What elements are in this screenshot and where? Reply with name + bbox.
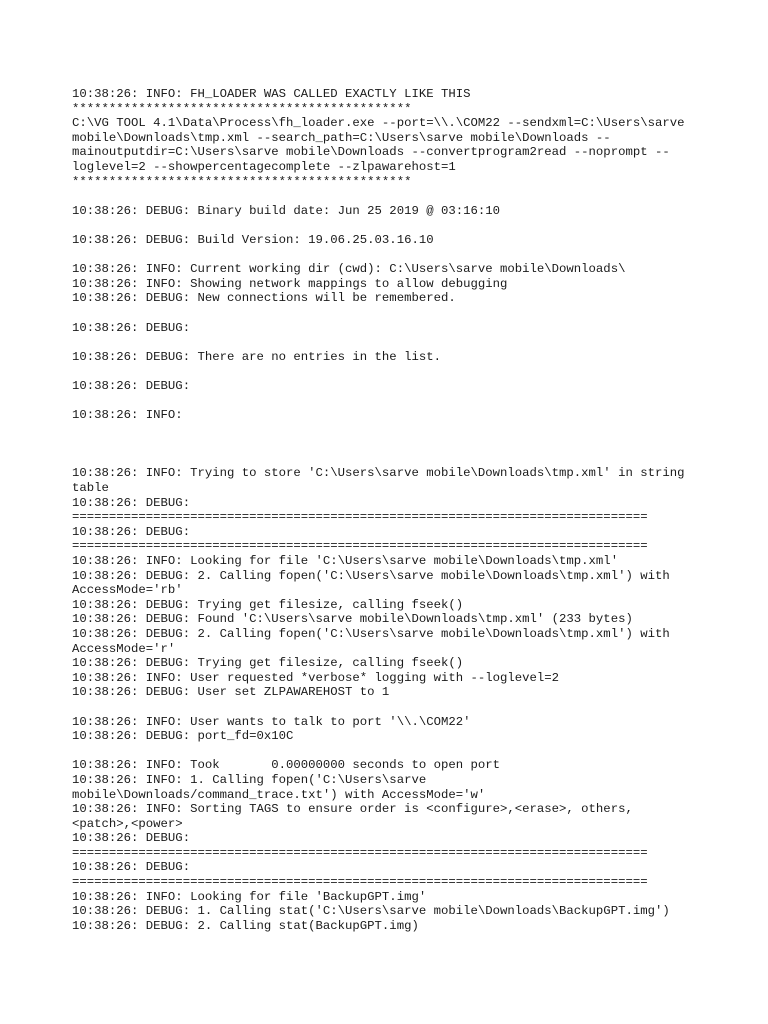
- log-line: loglevel=2 --showpercentagecomplete --zlpawarehost=1: [72, 159, 456, 174]
- log-line: 10:38:26: INFO: Sorting TAGS to ensure order is <configure>,<erase>, others,: [72, 802, 633, 817]
- log-line: 10:38:26: DEBUG: Found 'C:\Users\sarve mobile\Downloads\tmp.xml' (233 bytes): [72, 612, 633, 627]
- log-line: <patch>,<power>: [72, 816, 183, 831]
- log-line: 10:38:26: DEBUG: New connections will be remembered.: [72, 291, 456, 306]
- log-line: [72, 248, 712, 263]
- log-line: C:\VG TOOL 4.1\Data\Process\fh_loader.exe --port=\\.\COM22 --sendxml=C:\Users\sarve: [72, 116, 685, 131]
- log-line: 10:38:26: INFO: User requested *verbose* logging with --loglevel=2: [72, 670, 560, 685]
- log-line: 10:38:26: DEBUG: 2. Calling fopen('C:\Users\sarve mobile\Downloads\tmp.xml') with: [72, 568, 670, 583]
- log-line: 10:38:26: DEBUG:: [72, 831, 191, 846]
- log-line: AccessMode='r': [72, 641, 176, 656]
- log-line: [72, 437, 712, 452]
- log-line: 10:38:26: DEBUG: 2. Calling stat(BackupGPT.img): [72, 918, 419, 933]
- log-line: 10:38:26: DEBUG: There are no entries in the list.: [72, 349, 441, 364]
- log-line: [72, 700, 712, 715]
- log-line: 10:38:26: INFO: 1. Calling fopen('C:\Users\sarve: [72, 772, 427, 787]
- log-line: ==============================================================================: [72, 845, 648, 860]
- log-line: 10:38:26: DEBUG: port_fd=0x10C: [72, 729, 294, 744]
- log-line: [72, 335, 712, 350]
- log-line: 10:38:26: INFO: Looking for file 'C:\Users\sarve mobile\Downloads\tmp.xml': [72, 554, 619, 568]
- log-line: [72, 189, 712, 204]
- log-line: 10:38:26: INFO: Looking for file 'BackupGPT.img': [72, 889, 427, 904]
- log-line: 10:38:26: INFO: Trying to store 'C:\Users\sarve mobile\Downloads\tmp.xml' in string: [72, 466, 685, 481]
- log-line: ==============================================================================: [72, 510, 648, 525]
- log-line: [72, 744, 712, 759]
- log-line: ==============================================================================: [72, 875, 648, 890]
- log-text-block: [72, 87, 712, 933]
- log-line: 10:38:26: DEBUG: Binary build date: Jun 25 2019 @ 03:16:10: [72, 203, 501, 218]
- log-line: [72, 364, 712, 379]
- log-line: 10:38:26: DEBUG:: [72, 320, 191, 335]
- log-line: mainoutputdir=C:\Users\sarve mobile\Downloads --convertprogram2read --noprompt --: [72, 145, 670, 160]
- log-line: AccessMode='rb': [72, 583, 183, 598]
- log-line: [72, 306, 712, 321]
- log-line: [72, 393, 712, 408]
- log-line: 10:38:26: INFO: Current working dir (cwd): C:\Users\sarve mobile\Downloads\: [72, 262, 626, 277]
- log-line: 10:38:26: INFO: Took 0.00000000 seconds to open port: [72, 758, 501, 773]
- log-line: mobile\Downloads/command_trace.txt') with AccessMode='w': [72, 787, 486, 802]
- log-line: [72, 423, 712, 438]
- log-line: 10:38:26: DEBUG:: [72, 524, 191, 539]
- log-line: 10:38:26: DEBUG: Trying get filesize, calling fseek(): [72, 597, 464, 612]
- log-line: 10:38:26: DEBUG:: [72, 378, 191, 393]
- log-line: 10:38:26: DEBUG: Trying get filesize, calling fseek(): [72, 656, 464, 671]
- log-line: **********************************************: [72, 174, 412, 189]
- log-line: 10:38:26: INFO:: [72, 408, 183, 423]
- log-line: 10:38:26: INFO: User wants to talk to port '\\.\COM22': [72, 714, 471, 729]
- log-line: 10:38:26: DEBUG: 1. Calling stat('C:\Users\sarve mobile\Downloads\BackupGPT.img'): [72, 904, 670, 919]
- log-line: [72, 452, 712, 467]
- log-line: 10:38:26: DEBUG:: [72, 495, 191, 510]
- log-line: 10:38:26: DEBUG:: [72, 860, 191, 875]
- log-line: **********************************************: [72, 101, 412, 116]
- log-line: 10:38:26: INFO: Showing network mappings to allow debugging: [72, 276, 508, 291]
- log-line: [72, 218, 712, 233]
- log-line: ==============================================================================: [72, 539, 648, 554]
- log-line: 10:38:26: INFO: FH_LOADER WAS CALLED EXACTLY LIKE THIS: [72, 87, 471, 101]
- log-line: 10:38:26: DEBUG: User set ZLPAWAREHOST to 1: [72, 685, 390, 700]
- log-line: 10:38:26: DEBUG: Build Version: 19.06.25.03.16.10: [72, 232, 434, 247]
- log-line: 10:38:26: DEBUG: 2. Calling fopen('C:\Users\sarve mobile\Downloads\tmp.xml') with: [72, 626, 670, 641]
- log-line: mobile\Downloads\tmp.xml --search_path=C:\Users\sarve mobile\Downloads --: [72, 130, 611, 145]
- log-line: table: [72, 481, 109, 496]
